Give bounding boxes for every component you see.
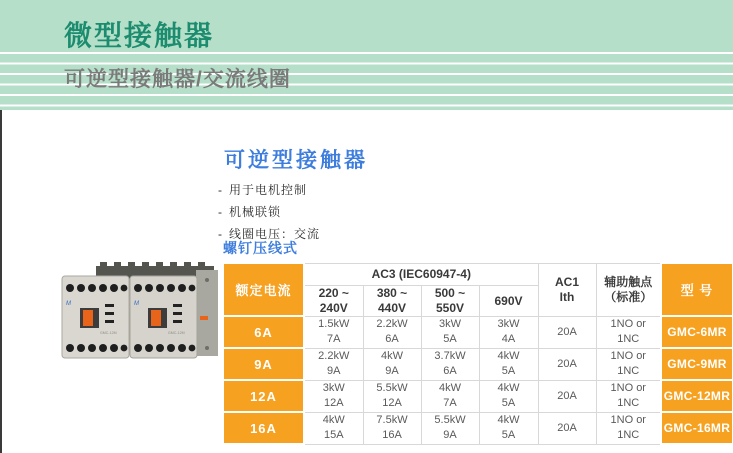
rating-cell (363, 380, 421, 412)
contactor-unit-right (130, 276, 197, 358)
rating-cell (363, 412, 421, 444)
unit-model-label: GMC-12M (168, 331, 185, 335)
rating-cell (421, 316, 479, 348)
kw-value: 4kW (439, 382, 461, 394)
rated-current-cell: 6A (223, 316, 304, 348)
kw-value: 1.5kW (318, 318, 350, 330)
page-title: 微型接触器 (64, 20, 215, 51)
amp-value: 5A (501, 429, 516, 441)
contactor-unit-left (62, 276, 129, 358)
table-row (223, 412, 733, 444)
unit-model-label: GMC-12M (100, 331, 117, 335)
kw-value: 2.2kW (318, 350, 350, 362)
bullet-text: 用于电机控制 (229, 183, 308, 197)
aux-line: 1NO or (610, 318, 646, 330)
amp-value: 7A (443, 397, 457, 409)
kw-value: 4kW (497, 414, 520, 426)
amp-value: 9A (443, 429, 457, 441)
section-title: 可逆型接触器 (224, 149, 368, 172)
header-line: Ith (559, 289, 575, 304)
bullet-dash: - (218, 183, 223, 197)
page-header-band (0, 0, 733, 110)
table-row (223, 316, 733, 348)
list-item (218, 201, 320, 223)
amp-value: 12A (323, 397, 344, 409)
table-row (223, 380, 733, 412)
header-line: 550V (435, 300, 465, 315)
table-row (223, 348, 733, 380)
header-line: 240V (319, 300, 348, 315)
rating-cell (304, 380, 363, 412)
amp-value: 15A (323, 429, 344, 441)
aux-line: 1NC (617, 429, 640, 441)
kw-value: 7.5kW (376, 414, 408, 426)
col-header-voltage-500-550 (421, 285, 479, 316)
kw-value: 4kW (381, 350, 403, 362)
model-cell: GMC-16MR (661, 412, 733, 444)
col-header-model: 型 号 (661, 263, 733, 316)
header-line: 500 ~ (434, 285, 466, 300)
aux-line: 1NC (617, 397, 640, 409)
aux-line: 1NO or (610, 414, 646, 426)
bullet-text: 机械联锁 (229, 205, 282, 219)
aux-contact-cell (596, 316, 661, 348)
brand-logo-mark: M (134, 301, 139, 307)
header-line: 440V (377, 300, 407, 315)
amp-value: 4A (501, 333, 516, 345)
col-header-rated-current: 额定电流 (223, 263, 304, 316)
rating-cell (363, 316, 421, 348)
amp-value: 6A (443, 365, 457, 377)
rating-cell (479, 348, 538, 380)
feature-bullet-list (218, 179, 320, 245)
rating-cell (421, 412, 479, 444)
kw-value: 4kW (322, 414, 345, 426)
col-header-ac1-ith (538, 263, 596, 316)
list-item (218, 179, 320, 201)
rating-cell (421, 348, 479, 380)
amp-value: 16A (382, 429, 402, 441)
amp-value: 12A (382, 397, 402, 409)
header-line: 辅助触点 (604, 274, 653, 289)
col-header-aux-contact (596, 263, 661, 316)
amp-value: 5A (501, 365, 516, 377)
amp-value: 5A (501, 397, 516, 409)
page-subtitle: 可逆型接触器/交流线圈 (64, 68, 291, 91)
model-cell: GMC-6MR (661, 316, 733, 348)
rating-cell (304, 348, 363, 380)
kw-value: 2.2kW (376, 318, 408, 330)
amp-value: 6A (385, 333, 399, 345)
brand-logo-mark: M (66, 301, 71, 307)
col-header-voltage-690: 690V (479, 285, 538, 316)
bullet-dash: - (218, 205, 223, 219)
aux-line: 1NC (617, 365, 640, 377)
rated-current-cell: 16A (223, 412, 304, 444)
rating-cell (304, 316, 363, 348)
kw-value: 3kW (497, 318, 520, 330)
table-label-screw-terminal: 螺钉压线式 (223, 240, 298, 256)
kw-value: 4kW (497, 350, 520, 362)
col-header-voltage-380-440 (363, 285, 421, 316)
kw-value: 4kW (497, 382, 520, 394)
col-header-voltage-220-240 (304, 285, 363, 316)
rated-current-cell: 12A (223, 380, 304, 412)
ac1-cell: 20A (538, 380, 596, 412)
kw-value: 3kW (322, 382, 345, 394)
header-line: 380 ~ (376, 285, 408, 300)
aux-line: 1NO or (610, 350, 646, 362)
ac1-cell: 20A (538, 316, 596, 348)
aux-contact-cell (596, 380, 661, 412)
amp-value: 9A (327, 365, 341, 377)
model-cell: GMC-9MR (661, 348, 733, 380)
kw-value: 3.7kW (434, 350, 466, 362)
kw-value: 5.5kW (376, 382, 408, 394)
kw-value: 5.5kW (434, 414, 466, 426)
aux-contact-cell (596, 348, 661, 380)
aux-contact-cell (596, 412, 661, 444)
aux-line: 1NC (617, 333, 640, 345)
rating-cell (479, 380, 538, 412)
aux-line: 1NO or (610, 382, 646, 394)
header-line: AC1 (554, 274, 579, 289)
header-line: 220 ~ (318, 285, 349, 300)
bullet-text: 线圈电压：交流 (229, 227, 321, 241)
rating-cell (479, 316, 538, 348)
ac1-cell: 20A (538, 348, 596, 380)
ac1-cell: 20A (538, 412, 596, 444)
amp-value: 7A (327, 333, 341, 345)
rating-cell (479, 412, 538, 444)
amp-value: 5A (443, 333, 457, 345)
product-photo-reversing-contactor (56, 260, 224, 368)
bullet-dash: - (218, 227, 223, 241)
rating-cell (363, 348, 421, 380)
amp-value: 9A (385, 365, 399, 377)
rated-current-cell: 9A (223, 348, 304, 380)
spec-table (222, 262, 733, 445)
model-cell: GMC-12MR (661, 380, 733, 412)
rating-cell (304, 412, 363, 444)
rating-cell (421, 380, 479, 412)
col-group-ac3: AC3 (IEC60947-4) (304, 263, 538, 285)
header-line: （标准） (604, 289, 653, 304)
kw-value: 3kW (439, 318, 461, 330)
